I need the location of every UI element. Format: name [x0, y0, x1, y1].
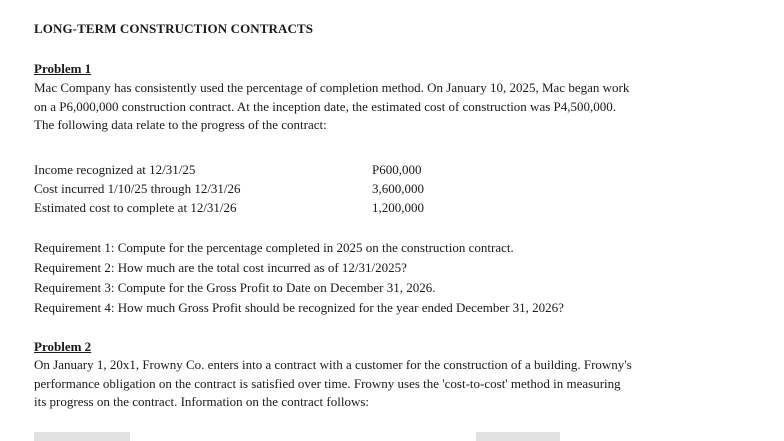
problem-2-paragraph [34, 356, 764, 412]
problem-2-heading: Problem 2 [34, 339, 92, 354]
cut-off-text-fragment [476, 432, 560, 441]
paragraph-line: The following data relate to the progress of the contract: [34, 117, 327, 132]
paragraph-line: performance obligation on the contract is satisfied over time. Frowny uses the 'cost-to-cost' method in measuring [34, 375, 621, 391]
requirement-1: Requirement 1: Compute for the percentage completed in 2025 on the construction contract. [34, 240, 514, 255]
paragraph-line: On January 1, 20x1, Frowny Co. enters into a contract with a customer for the construction of a building. Frowny's [34, 357, 632, 372]
requirement-3: Requirement 3: Compute for the Gross Profit to Date on December 31, 2026. [34, 280, 436, 295]
data-row-value: 3,600,000 [372, 181, 424, 196]
cut-off-text-fragment [34, 432, 130, 441]
problem-1-paragraph [34, 79, 764, 135]
data-row-value: P600,000 [372, 162, 422, 177]
paragraph-line: Mac Company has consistently used the percentage of completion method. On January 10, 2025, Mac began work [34, 80, 630, 95]
data-row-value: 1,200,000 [372, 200, 424, 215]
document-title: LONG-TERM CONSTRUCTION CONTRACTS [34, 21, 314, 36]
requirement-2: Requirement 2: How much are the total cost incurred as of 12/31/2025? [34, 260, 407, 275]
requirement-4: Requirement 4: How much Gross Profit should be recognized for the year ended December 31, 2026? [34, 300, 564, 315]
data-row-label: Income recognized at 12/31/25 [34, 162, 196, 177]
paragraph-line: on a P6,000,000 construction contract. At the inception date, the estimated cost of construction was P4,500,000. [34, 98, 616, 114]
data-row-label: Cost incurred 1/10/25 through 12/31/26 [34, 181, 241, 196]
data-row-label: Estimated cost to complete at 12/31/26 [34, 200, 237, 215]
paragraph-line: its progress on the contract. Information on the contract follows: [34, 394, 370, 409]
problem-1-heading: Problem 1 [34, 61, 92, 76]
